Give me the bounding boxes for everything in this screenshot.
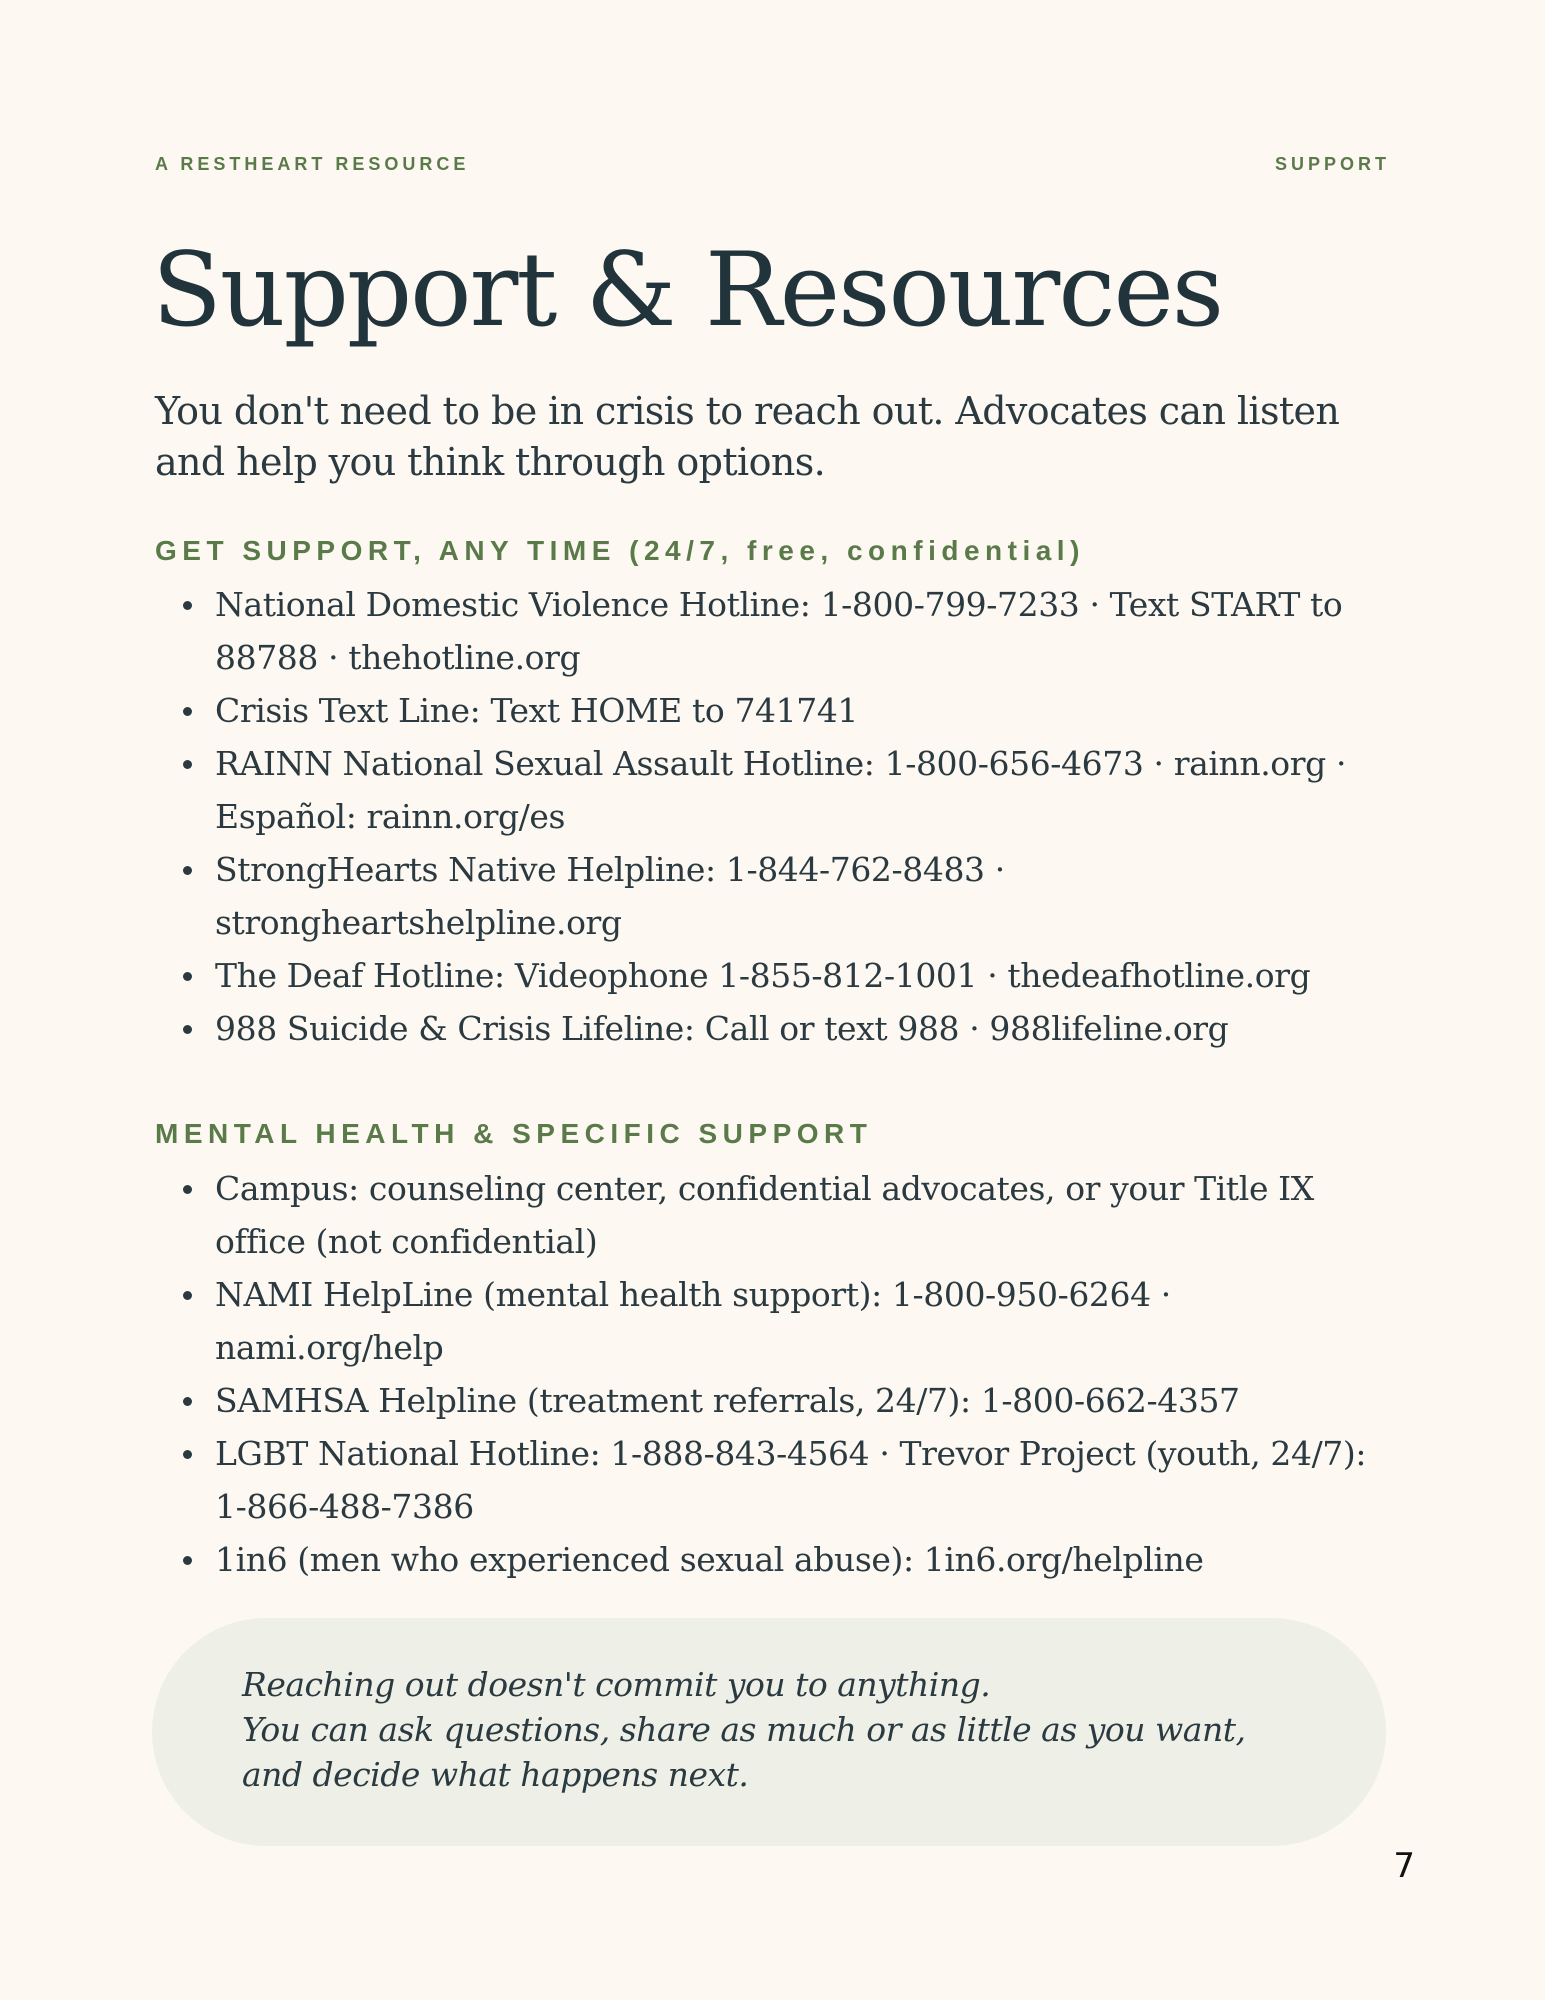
page-number: 7 (1393, 1846, 1415, 1886)
list-item: RAINN National Sexual Assault Hotline: 1-800-656-4673 · rainn.org · Español: rainn.org/es (155, 737, 1405, 843)
list-item: Crisis Text Line: Text HOME to 741741 (155, 684, 1405, 737)
section-heading-get-support: GET SUPPORT, ANY TIME (24/7, free, confidential) (155, 535, 1085, 566)
callout-line: and decide what happens next. (242, 1755, 749, 1794)
callout-line: You can ask questions, share as much or as little as you want, (242, 1710, 1246, 1749)
intro-paragraph: You don't need to be in crisis to reach out. Advocates can listen and help you think through options. (155, 389, 1340, 484)
header-publisher: A RESTHEART RESOURCE (155, 154, 470, 174)
header-section: SUPPORT (1274, 154, 1390, 174)
running-header (155, 154, 1390, 175)
mental-health-list (155, 1162, 1405, 1586)
page-title: Support & Resources (152, 231, 1223, 350)
list-item: 988 Suicide & Crisis Lifeline: Call or text 988 · 988lifeline.org (155, 1002, 1405, 1055)
section-heading-mental-health: MENTAL HEALTH & SPECIFIC SUPPORT (155, 1118, 873, 1149)
list-item: NAMI HelpLine (mental health support): 1-800-950-6264 · nami.org/help (155, 1268, 1405, 1374)
callout-line: Reaching out doesn't commit you to anything. (242, 1665, 991, 1704)
list-item: LGBT National Hotline: 1-888-843-4564 · Trevor Project (youth, 24/7): 1-866-488-7386 (155, 1427, 1405, 1533)
get-support-list (155, 578, 1405, 1055)
list-item: StrongHearts Native Helpline: 1-844-762-8483 · strongheartshelpline.org (155, 843, 1405, 949)
list-item: Campus: counseling center, confidential advocates, or your Title IX office (not confidential) (155, 1162, 1405, 1268)
list-item: The Deaf Hotline: Videophone 1-855-812-1001 · thedeafhotline.org (155, 949, 1405, 1002)
reassurance-callout (152, 1618, 1386, 1846)
list-item: 1in6 (men who experienced sexual abuse): 1in6.org/helpline (155, 1533, 1405, 1586)
list-item: National Domestic Violence Hotline: 1-800-799-7233 · Text START to 88788 · thehotline.org (155, 578, 1405, 684)
list-item: SAMHSA Helpline (treatment referrals, 24/7): 1-800-662-4357 (155, 1374, 1405, 1427)
